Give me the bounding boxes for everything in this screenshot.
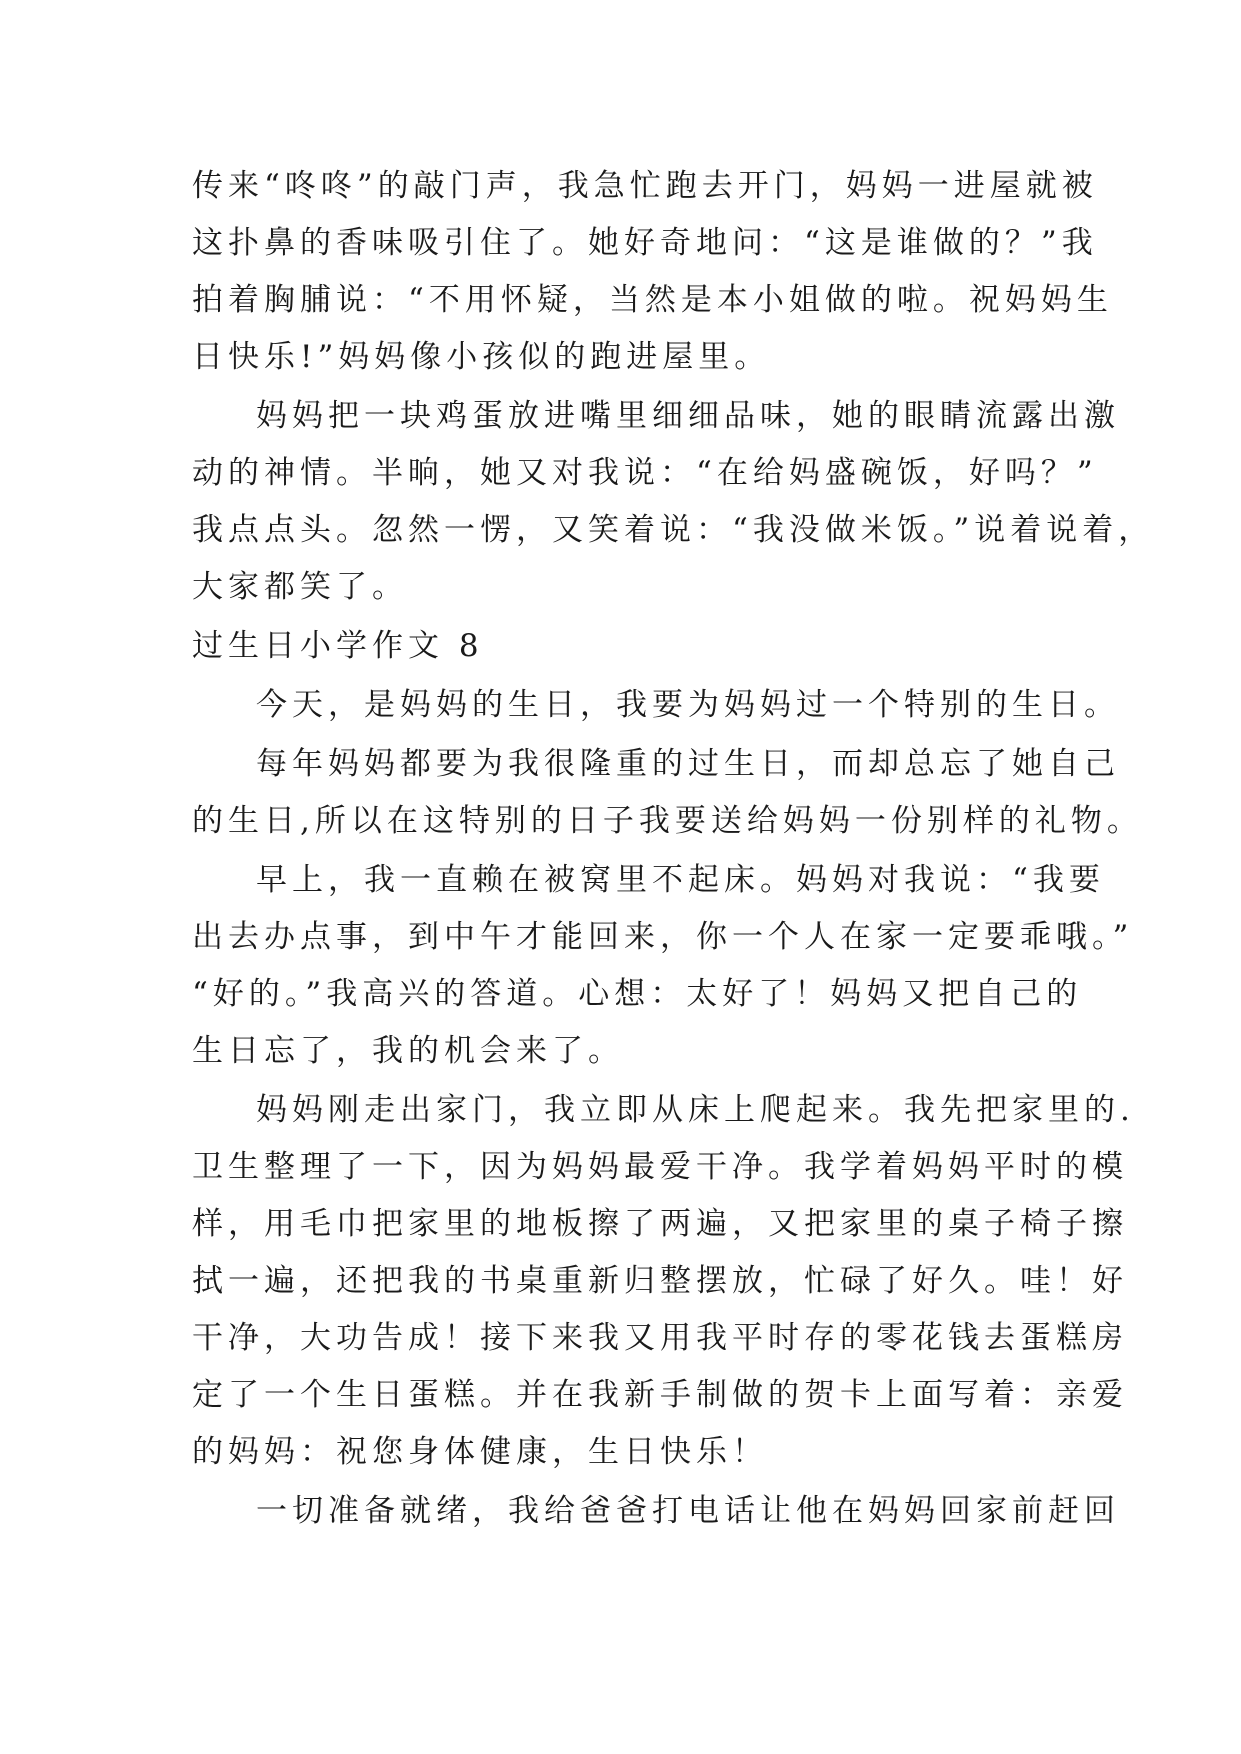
- text-line: 拭一遍，还把我的书桌重新归整摆放，忙碌了好久。哇！好: [192, 1263, 1128, 1299]
- paragraph-start-line: 早上，我一直赖在被窝里不起床。妈妈对我说：“我要: [256, 862, 1105, 898]
- text-line: 传来“咚咚”的敲门声，我急忙跑去开门，妈妈一进屋就被: [192, 168, 1098, 204]
- text-line: 出去办点事，到中午才能回来，你一个人在家一定要乖哦。”: [192, 919, 1134, 955]
- paragraph-start-line: 妈妈把一块鸡蛋放进嘴里细细品味，她的眼睛流露出激: [256, 398, 1120, 434]
- paragraph-start-line: 妈妈刚走出家门，我立即从床上爬起来。我先把家里的.: [256, 1092, 1135, 1128]
- text-line: 干净，大功告成！接下来我又用我平时存的零花钱去蛋糕房: [192, 1320, 1128, 1356]
- text-line: 的生日,所以在这特别的日子我要送给妈妈一份别样的礼物。: [192, 803, 1143, 839]
- text-line: 生日忘了，我的机会来了。: [192, 1033, 624, 1069]
- paragraph-start-line: 每年妈妈都要为我很隆重的过生日，而却总忘了她自己: [256, 746, 1120, 782]
- text-line: 我点点头。忽然一愣，又笑着说：“我没做米饭。”说着说着，: [192, 512, 1155, 548]
- text-line: 日快乐!”妈妈像小孩似的跑进屋里。: [192, 339, 771, 375]
- text-line: “好的。”我高兴的答道。心想：太好了！妈妈又把自己的: [192, 976, 1083, 1012]
- text-line: 这扑鼻的香味吸引住了。她好奇地问：“这是谁做的？”我: [192, 225, 1098, 261]
- text-line: 样，用毛巾把家里的地板擦了两遍，又把家里的桌子椅子擦: [192, 1206, 1128, 1242]
- text-line: 定了一个生日蛋糕。并在我新手制做的贺卡上面写着：亲爱: [192, 1377, 1128, 1413]
- section-heading: 过生日小学作文 8: [192, 628, 484, 664]
- text-line: 动的神情。半晌，她又对我说：“在给妈盛碗饭，好吗？”: [192, 455, 1098, 491]
- paragraph-start-line: 今天，是妈妈的生日，我要为妈妈过一个特别的生日。: [256, 687, 1120, 723]
- text-line: 卫生整理了一下，因为妈妈最爱干净。我学着妈妈平时的模: [192, 1149, 1128, 1185]
- text-line: 的妈妈：祝您身体健康，生日快乐！: [192, 1434, 768, 1470]
- text-line: 拍着胸脯说：“不用怀疑，当然是本小姐做的啦。祝妈妈生: [192, 282, 1113, 318]
- paragraph-start-line: 一切准备就绪，我给爸爸打电话让他在妈妈回家前赶回: [256, 1493, 1120, 1529]
- text-line: 大家都笑了。: [192, 569, 408, 605]
